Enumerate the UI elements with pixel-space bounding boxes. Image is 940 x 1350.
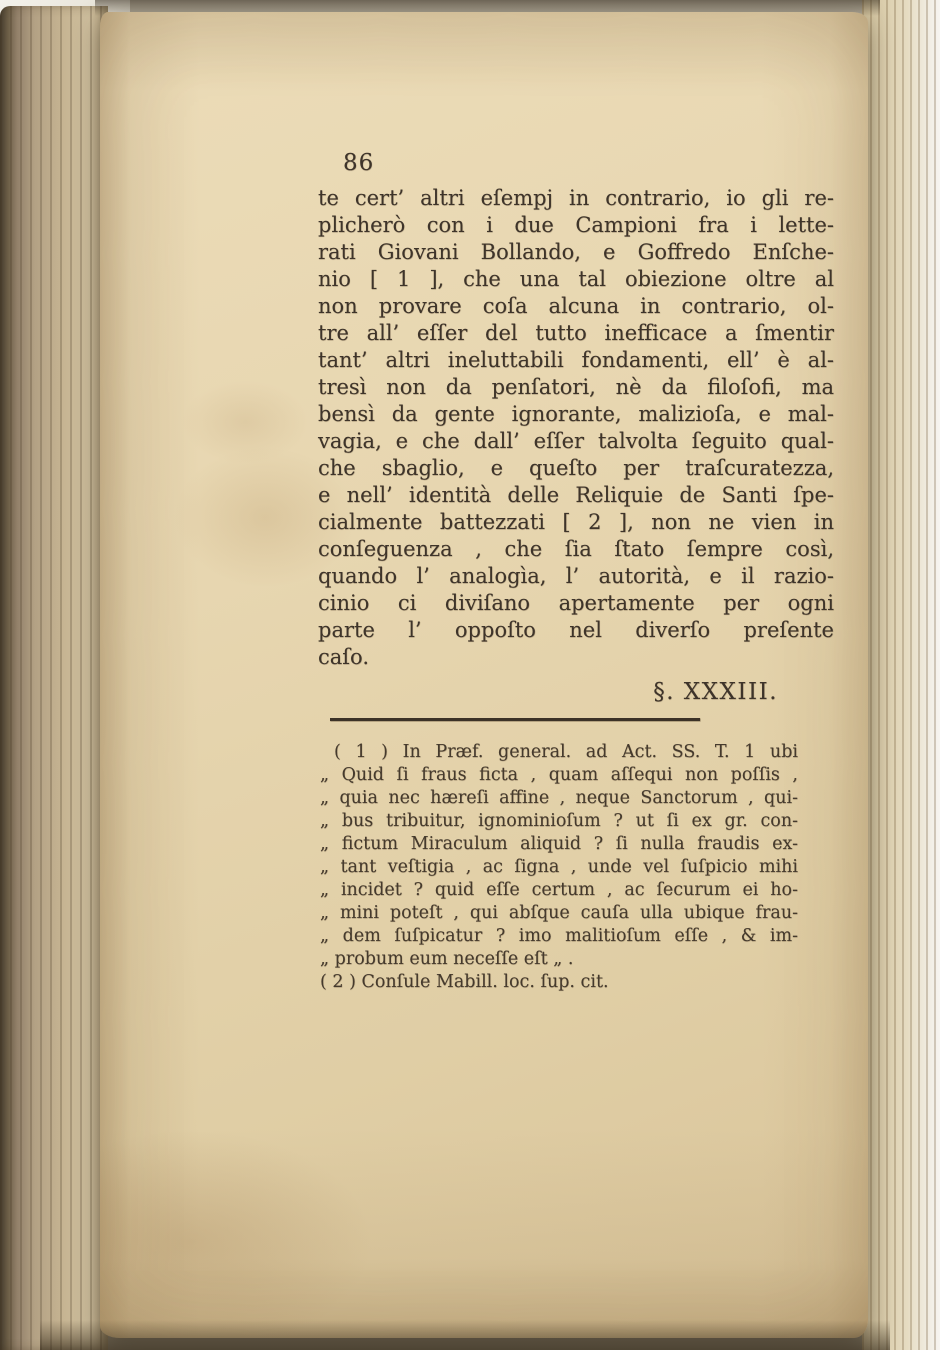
- footnote-line: ( 1 ) In Præf. general. ad Act. SS. T. 1 ubi: [334, 742, 798, 762]
- footnotes: [320, 741, 798, 994]
- footnote-line: ( 2 ) Conſule Mabill. loc. ſup. cit.: [320, 972, 609, 992]
- body-text: [318, 185, 834, 671]
- bottom-shadow: [40, 1320, 890, 1350]
- body-line: tre all’ eſſer del tutto inefficace a ſmentir: [318, 321, 834, 345]
- section-heading: §. XXXIII.: [653, 679, 778, 705]
- footnote-line: „ incidet ? quid eſſe certum , ac ſecurum ei ho-: [320, 880, 798, 900]
- body-line: nio [ 1 ], che una tal obiezione oltre al: [318, 267, 834, 291]
- footnote-line: „ Quid ſi fraus ficta , quam aſſequi non poſſis ,: [320, 765, 798, 785]
- body-line: rati Giovani Bollando, e Goffredo Enſche-: [318, 240, 834, 264]
- body-line: plicherò con i due Campioni fra i lette-: [318, 213, 834, 237]
- body-line: bensì da gente ignorante, malizioſa, e mal-: [318, 402, 834, 426]
- body-line: conſeguenza , che ſia ſtato ſempre così,: [318, 537, 834, 561]
- footnote-line: „ tant veſtigia , ac ſigna , unde vel ſuſpicio mihi: [320, 857, 798, 877]
- page-number: 86: [343, 150, 375, 176]
- body-line: tresì non da penſatori, nè da filoſofi, ma: [318, 375, 834, 399]
- text-block: [318, 150, 834, 994]
- body-line: cinio ci diviſano apertamente per ogni: [318, 591, 834, 615]
- body-line: quando l’ analogìa, l’ autorità, e il razio-: [318, 564, 834, 588]
- body-line: vagia, e che dall’ eſſer talvolta ſeguito qual-: [318, 429, 834, 453]
- body-line: e nell’ identità delle Reliquie de Santi ſpe-: [318, 483, 834, 507]
- book-spine-edge: [0, 6, 108, 1350]
- body-line: che sbaglio, e queſto per traſcuratezza,: [318, 456, 834, 480]
- footnote-line: „ quia nec hæreſi affine , neque Sanctorum , qui-: [320, 788, 798, 808]
- footnote-line: „ probum eum neceſſe eſt „ .: [320, 949, 574, 969]
- book-page: [100, 12, 868, 1338]
- footnote-line: „ mini poteſt , qui abſque cauſa ulla ubique frau-: [320, 903, 798, 923]
- body-line: non provare coſa alcuna in contrario, ol-: [318, 294, 834, 318]
- body-line: caſo.: [318, 645, 370, 669]
- body-line: tant’ altri ineluttabili fondamenti, ell’ è al-: [318, 348, 834, 372]
- body-line: parte l’ oppoſto nel diverſo preſente: [318, 618, 834, 642]
- page-stack-edge: [862, 0, 940, 1350]
- footnote-line: „ fictum Miraculum aliquid ? ſi nulla fraudis ex-: [320, 834, 798, 854]
- body-line: cialmente battezzati [ 2 ], non ne vien in: [318, 510, 834, 534]
- footnote-divider: [330, 718, 700, 721]
- footnote-line: „ dem ſuſpicatur ? imo malitioſum eſſe , & im-: [320, 926, 798, 946]
- footnote-line: „ bus tribuitur, ignominioſum ? ut ſi ex gr. con-: [320, 811, 798, 831]
- body-line: te cert’ altri eſempj in contrario, io gli re-: [318, 186, 834, 210]
